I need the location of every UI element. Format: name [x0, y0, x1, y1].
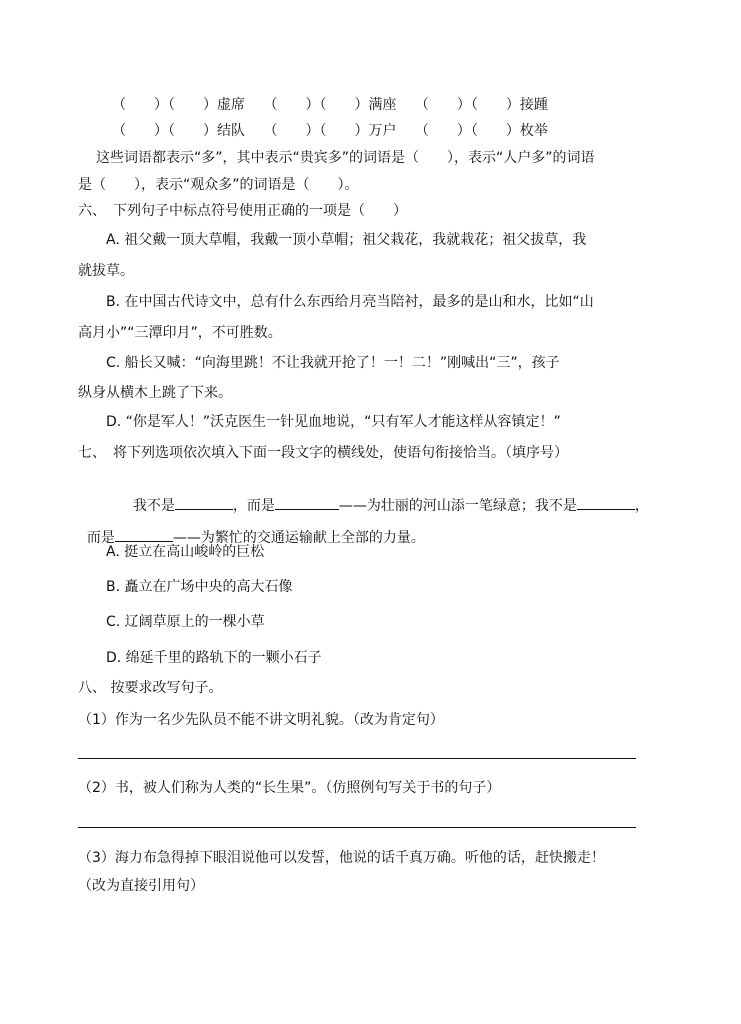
option-c-line-2: 纵身从横木上跳了下来。 — [78, 385, 232, 401]
option-d-line-1: D. “你是军人！”沃克医生一针见血地说，“只有军人才能这样从容镇定！” — [106, 414, 561, 430]
answer-blank-3[interactable] — [577, 495, 635, 510]
fill-text-6: ——为繁忙的交通运输献上全部的力量。 — [172, 530, 425, 546]
word-fill-question-line-2: 是（ ），表示“观众多”的词语是（ ）。 — [78, 177, 359, 193]
choice-a: A. 挺立在高山峻岭的巨松 — [106, 544, 265, 560]
fill-text-5: 而是 — [86, 530, 115, 546]
section-6-heading: 六、 下列句子中标点符号使用正确的一项是（ ） — [78, 203, 407, 219]
section-8-heading: 八、 按要求改写句子。 — [78, 680, 223, 696]
section-7-heading: 七、 将下列选项依次填入下面一段文字的横线处，使语句衔接恰当。（填序号） — [78, 445, 568, 461]
fill-text-2: ，而是 — [232, 498, 275, 514]
fill-text-1: 我不是 — [132, 498, 175, 514]
option-c-line-1: C. 船长又喊：“向海里跳！不让我就开抢了！一！二！”刚喊出“三”，孩子 — [106, 355, 560, 371]
choice-c: C. 辽阔草原上的一棵小草 — [106, 614, 265, 630]
fill-paragraph-line-2 — [78, 509, 425, 547]
answer-blank-4[interactable] — [115, 527, 173, 542]
answer-blank-2[interactable] — [275, 495, 339, 510]
word-fill-question-line-1: 这些词语都表示“多”，其中表示“贵宾多”的词语是（ ），表示“人户多”的词语 — [96, 150, 595, 166]
choice-d: D. 绵延千里的路轨下的一颗小石子 — [106, 650, 322, 666]
option-b-line-2: 高月小”“三潭印月”，不可胜数。 — [78, 325, 282, 341]
rewrite-question-3-line-2: （改为直接引用句） — [78, 878, 204, 894]
rewrite-question-1: （1）作为一名少先队员不能不讲文明礼貌。（改为肯定句） — [78, 712, 444, 728]
rewrite-question-3-line-1: （3）海力布急得掉下眼泪说他可以发誓，他说的话千真万确。听他的话，赶快搬走！ — [78, 850, 605, 866]
option-a-line-1: A. 祖父戴一顶大草帽，我戴一顶小草帽；祖父栽花，我就栽花；祖父拔草，我 — [106, 232, 587, 248]
fill-text-4: ， — [634, 498, 649, 514]
fill-text-3: ——为壮丽的河山添一笔绿意；我不是 — [338, 498, 577, 514]
rewrite-question-2: （2）书，被人们称为人类的“长生果”。（仿照例句写关于书的句子） — [78, 780, 501, 796]
word-fill-row-1: （ ）（ ）虚席 （ ）（ ）满座 （ ）（ ）接踵 — [112, 97, 548, 113]
answer-blank-1[interactable] — [175, 495, 233, 510]
option-a-line-2: 就拔草。 — [78, 263, 134, 279]
choice-b: B. 矗立在广场中央的高大石像 — [106, 579, 293, 595]
word-fill-row-2: （ ）（ ）结队 （ ）（ ）万户 （ ）（ ）枚举 — [112, 123, 548, 139]
answer-line-1[interactable] — [78, 758, 636, 759]
answer-line-2[interactable] — [78, 827, 636, 828]
option-b-line-1: B. 在中国古代诗文中，总有什么东西给月亮当陪衬，最多的是山和水，比如“山 — [106, 294, 594, 310]
